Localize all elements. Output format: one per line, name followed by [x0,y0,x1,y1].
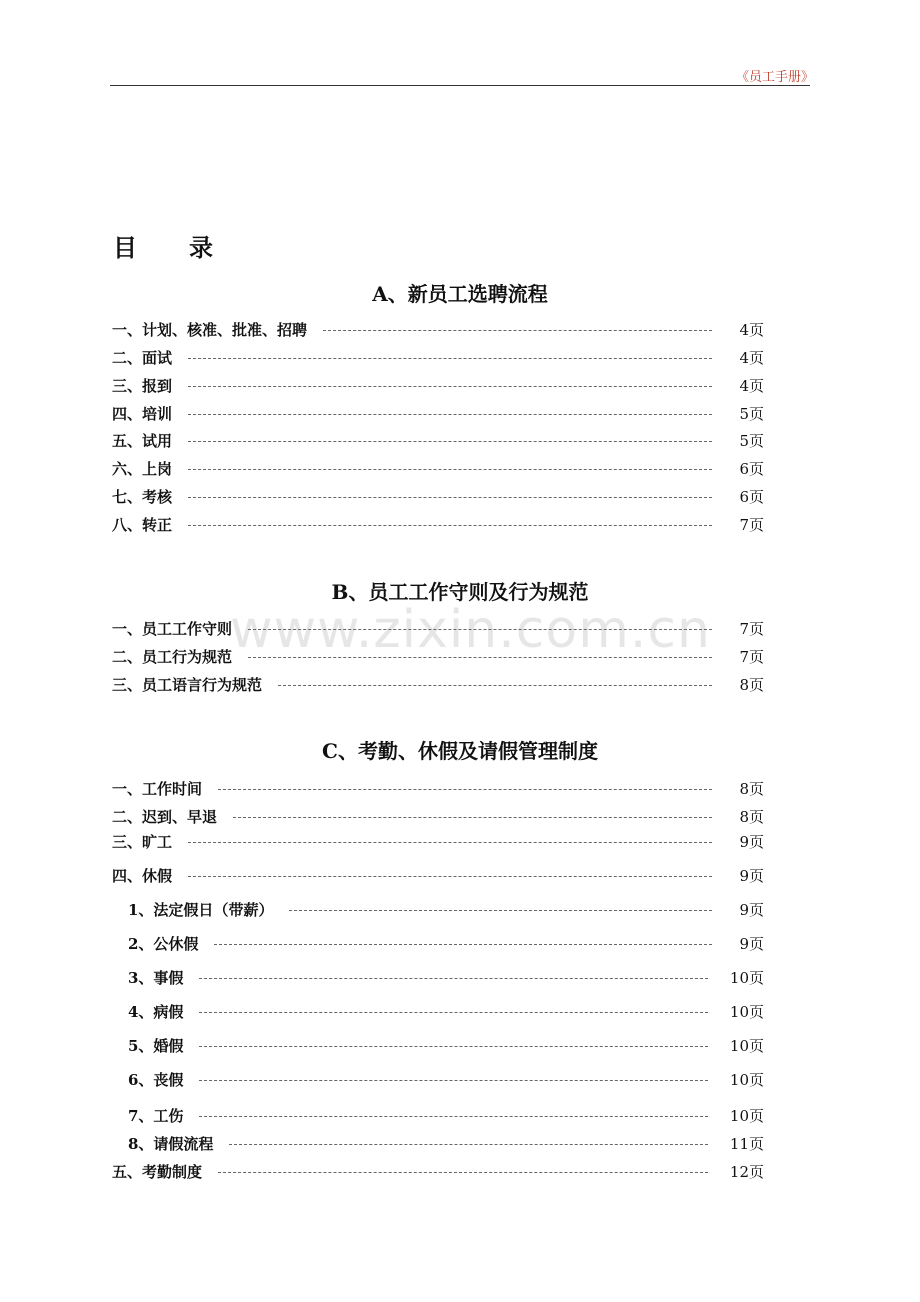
dot-leader [248,657,712,658]
toc-entry-page: 7页 [739,515,764,534]
toc-entry-label: 4、病假 [128,1002,184,1021]
toc-entry-page: 6页 [739,487,764,506]
section-heading-a: A、新员工选聘流程 [372,282,548,306]
toc-entry[interactable] [112,346,764,368]
dot-leader [188,441,712,442]
toc-subentry[interactable] [128,1034,764,1056]
dot-leader [199,1116,707,1117]
toc-entry[interactable] [112,402,764,424]
dot-leader [199,1046,707,1047]
toc-entry-label: 二、迟到、早退 [112,807,218,826]
toc-subentry[interactable] [128,1000,764,1022]
toc-entry[interactable] [112,374,764,396]
toc-entry-page: 8页 [739,675,764,694]
toc-entry-label: 四、培训 [112,404,173,423]
toc-subentry[interactable] [128,966,764,988]
dot-leader [188,386,712,387]
toc-entry[interactable] [112,777,764,799]
toc-subentry[interactable] [128,932,764,954]
toc-title [113,228,213,263]
toc-entry-page: 10页 [729,1036,764,1055]
toc-entry-page: 6页 [739,459,764,478]
toc-entry-page: 10页 [729,1106,764,1125]
dot-leader [188,497,712,498]
toc-entry-page: 9页 [739,832,764,851]
toc-entry-page: 5页 [739,431,764,450]
toc-entry-label: 七、考核 [112,487,173,506]
toc-entry-label: 8、请假流程 [128,1134,214,1153]
toc-entry-label: 3、事假 [128,968,184,987]
watermark: www.zixin.com.cn [230,600,711,660]
toc-entry-page: 8页 [739,807,764,826]
toc-entry-page: 4页 [739,376,764,395]
toc-entry-page: 7页 [739,647,764,666]
toc-entry-label: 1、法定假日（带薪） [128,900,274,919]
section-heading-c: C、考勤、休假及请假管理制度 [322,739,598,763]
section-heading-b: B、员工工作守则及行为规范 [331,580,589,604]
dot-leader [188,469,712,470]
dot-leader [323,330,712,331]
dot-leader [199,978,707,979]
toc-entry-label: 二、员工行为规范 [112,647,233,666]
toc-entry-label: 三、旷工 [112,832,173,851]
toc-entry-label: 二、面试 [112,348,173,367]
dot-leader [218,1172,708,1173]
toc-entry-label: 三、报到 [112,376,173,395]
toc-entry[interactable] [112,645,764,667]
toc-entry-page: 10页 [729,1070,764,1089]
header-rule [110,85,810,86]
toc-entry-page: 7页 [739,619,764,638]
toc-entry-label: 五、考勤制度 [112,1162,203,1181]
toc-entry-label: 六、上岗 [112,459,173,478]
toc-entry-label: 一、计划、核准、批准、招聘 [112,320,308,339]
toc-entry-label: 八、转正 [112,515,173,534]
toc-entry-label: 四、休假 [112,866,173,885]
dot-leader [214,944,712,945]
toc-entry-label: 三、员工语言行为规范 [112,675,263,694]
toc-subentry[interactable] [128,898,764,920]
dot-leader [199,1012,707,1013]
toc-entry-page: 5页 [739,404,764,423]
toc-entry-page: 9页 [739,934,764,953]
toc-entry-label: 5、婚假 [128,1036,184,1055]
dot-leader [248,629,712,630]
toc-entry-label: 一、工作时间 [112,779,203,798]
toc-entry-label: 一、员工工作守则 [112,619,233,638]
toc-entry-page: 9页 [739,900,764,919]
toc-subentry[interactable] [128,1132,764,1154]
toc-entry-page: 11页 [729,1134,764,1153]
toc-entry[interactable] [112,617,764,639]
toc-entry-label: 五、试用 [112,431,173,450]
dot-leader [199,1080,707,1081]
toc-subentry[interactable] [128,1104,764,1126]
toc-entry[interactable] [112,318,764,340]
toc-entry-label: 2、公休假 [128,934,199,953]
toc-subentry[interactable] [128,1068,764,1090]
toc-entry-page: 10页 [729,968,764,987]
toc-entry[interactable] [112,830,764,852]
toc-entry-page: 4页 [739,320,764,339]
toc-entry[interactable] [112,429,764,451]
dot-leader [188,842,712,843]
dot-leader [188,876,712,877]
toc-entry-page: 4页 [739,348,764,367]
toc-entry-page: 12页 [729,1162,764,1181]
header-title: 《员工手册》 [735,70,814,85]
toc-entry-label: 7、工伤 [128,1106,184,1125]
toc-entry-page: 10页 [729,1002,764,1021]
dot-leader [233,817,712,818]
toc-entry[interactable] [112,1160,764,1182]
dot-leader [229,1144,707,1145]
dot-leader [188,414,712,415]
toc-entry-page: 8页 [739,779,764,798]
toc-entry[interactable] [112,864,764,886]
toc-entry[interactable] [112,805,764,827]
toc-entry[interactable] [112,485,764,507]
dot-leader [289,910,712,911]
toc-entry[interactable] [112,513,764,535]
toc-entry-page: 9页 [739,866,764,885]
toc-entry-label: 6、丧假 [128,1070,184,1089]
dot-leader [188,358,712,359]
toc-entry[interactable] [112,457,764,479]
dot-leader [278,685,712,686]
toc-title-left: 目 [113,233,137,262]
dot-leader [188,525,712,526]
toc-entry[interactable] [112,673,764,695]
dot-leader [218,789,712,790]
toc-title-right: 录 [189,233,213,262]
